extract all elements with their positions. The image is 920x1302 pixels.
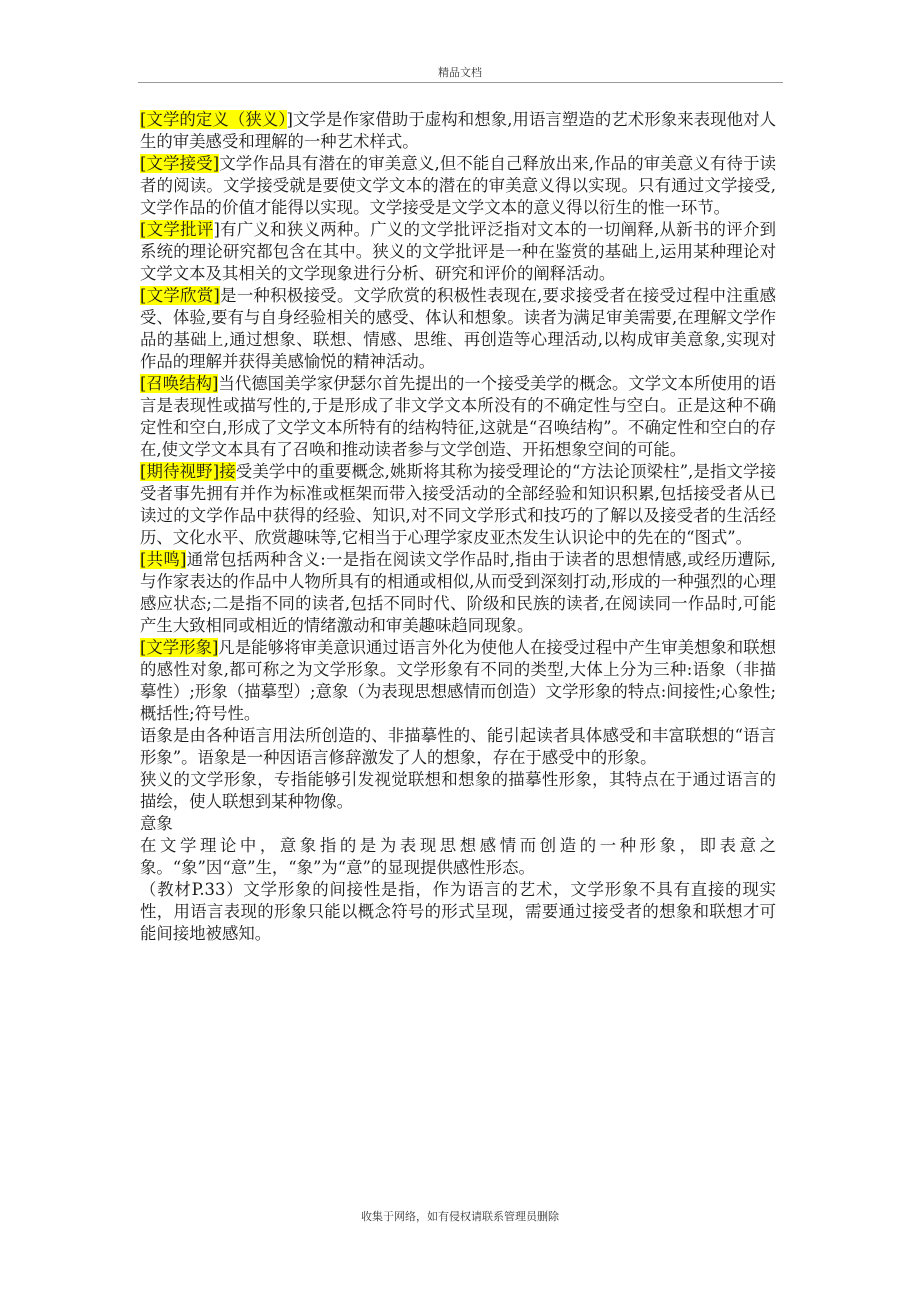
paragraph-heading-yixiang: 意象 bbox=[140, 814, 173, 833]
document-body bbox=[140, 109, 776, 945]
term-highlight: [文学的定义（狭义） bbox=[140, 110, 287, 129]
entry-text: 当代德国美学家伊瑟尔首先提出的一个接受美学的概念。文学文本所使用的语言是表现性或描写性的,于是形成了非文学文本所没有的不确定性与空白。正是这种不确定性和空白,形成了文学文本所特有的结构特征,这就是“召唤结构”。不确定性和空白的存在,使文学文本具有了召唤和推动读者参与文学创造、开拓想象空间的可能。 bbox=[140, 374, 776, 459]
entry-text: 凡是能够将审美意识通过语言外化为使他人在接受过程中产生审美想象和联想的感性对象,都可称之为文学形象。文学形象有不同的类型,大体上分为三种:语象（非描摹性）;形象（描摹型）;意象（为表现思想感情而创造）文学形象的特点:间接性;心象性;概括性;符号性。 bbox=[140, 638, 776, 723]
entry-literary-appreciation bbox=[140, 285, 776, 373]
entry-text: 文学作品具有潜在的审美意义,但不能自己释放出来,作品的审美意义有待于读者的阅读。文学接受就是要使文学文本的潜在的审美意义得以实现。只有通过文学接受,文学作品的价值才能得以实现。文学接受是文学文本的意义得以衍生的惟一环节。 bbox=[140, 154, 777, 217]
term-highlight: [文学形象] bbox=[140, 638, 219, 657]
entry-appeal-structure bbox=[140, 373, 776, 461]
entry-text: 受美学中的重要概念,姚斯将其称为接受理论的“方法论顶梁柱”,是指文学接受者事先拥有并作为标准或框架而带入接受活动的全部经验和知识积累,包括接受者从已读过的文学作品中获得的经验、知识,对不同文学形式和技巧的了解以及接受者的生活经历、文化水平、欣赏趣味等,它相当于心理学家皮亚杰发生认识论中的先在的“图式”。 bbox=[140, 462, 776, 547]
paragraph-yixiang-definition: 在文学理论中，意象指的是为表现思想感情而创造的一种形象，即表意之象。“象”因“意”生，“象”为“意”的显现提供感性形态。 bbox=[140, 836, 776, 877]
page-header: 精品文档 bbox=[438, 66, 482, 79]
entry-literary-reception bbox=[140, 153, 776, 219]
paragraph-verbal-image: 语象是由各种语言用法所创造的、非描摹性的、能引起读者具体感受和丰富联想的“语言形象”。语象是一种因语言修辞激发了人的想象，存在于感受中的形象。 bbox=[140, 726, 776, 767]
paragraph-narrow-image: 狭义的文学形象，专指能够引发视觉联想和想象的描摹性形象，其特点在于通过语言的描绘，使人联想到某种物像。 bbox=[140, 770, 776, 811]
entry-text: ]文学是作家借助于虚构和想象,用语言塑造的艺术形象来表现他对人生的审美感受和理解的一种艺术样式。 bbox=[140, 110, 776, 151]
entry-horizon-of-expectation bbox=[140, 461, 776, 549]
entry-literary-image bbox=[140, 637, 776, 725]
term-highlight: [期待视野]接 bbox=[140, 462, 236, 481]
page-footer: 收集于网络，如有侵权请联系管理员删除 bbox=[361, 1210, 559, 1223]
header-divider bbox=[138, 82, 783, 83]
term-highlight: [文学欣赏] bbox=[140, 286, 220, 305]
entry-literature-definition bbox=[140, 109, 776, 153]
entry-text: ]有广义和狭义两种。广义的文学批评泛指对文本的一切阐释,从新书的评介到系统的理论研究都包含在其中。狭义的文学批评是一种在鉴赏的基础上,运用某种理论对文学文本及其相关的文学现象进行分析、研究和评价的阐释活动。 bbox=[140, 220, 776, 283]
entry-resonance bbox=[140, 549, 776, 637]
term-highlight: [文学接受] bbox=[140, 154, 220, 173]
entry-text: 通常包括两种含义:一是指在阅读文学作品时,指由于读者的思想情感,或经历遭际,与作家表达的作品中人物所具有的相通或相似,从而受到深刻打动,形成的一种强烈的心理感应状态;二是指不同的读者,包括不同时代、阶级和民族的读者,在阅读同一作品时,可能产生大致相同或相近的情绪激动和审美趣味趋同现象。 bbox=[140, 550, 776, 635]
entry-literary-criticism bbox=[140, 219, 776, 285]
term-highlight: [共鸣] bbox=[140, 550, 187, 569]
paragraph-indirectness: （教材P.33）文学形象的间接性是指，作为语言的艺术，文学形象不具有直接的现实性，用语言表现的形象只能以概念符号的形式呈现，需要通过接受者的想象和联想才可能间接地被感知。 bbox=[140, 880, 776, 943]
term-highlight: [召唤结构] bbox=[140, 374, 219, 393]
term-highlight: [文学批评 bbox=[140, 220, 214, 239]
entry-text: 是一种积极接受。文学欣赏的积极性表现在,要求接受者在接受过程中注重感受、体验,要有与自身经验相关的感受、体认和想象。读者为满足审美需要,在理解文学作品的基础上,通过想象、联想、情感、思维、再创造等心理活动,以构成审美意象,实现对作品的理解并获得美感愉悦的精神活动。 bbox=[140, 286, 776, 371]
